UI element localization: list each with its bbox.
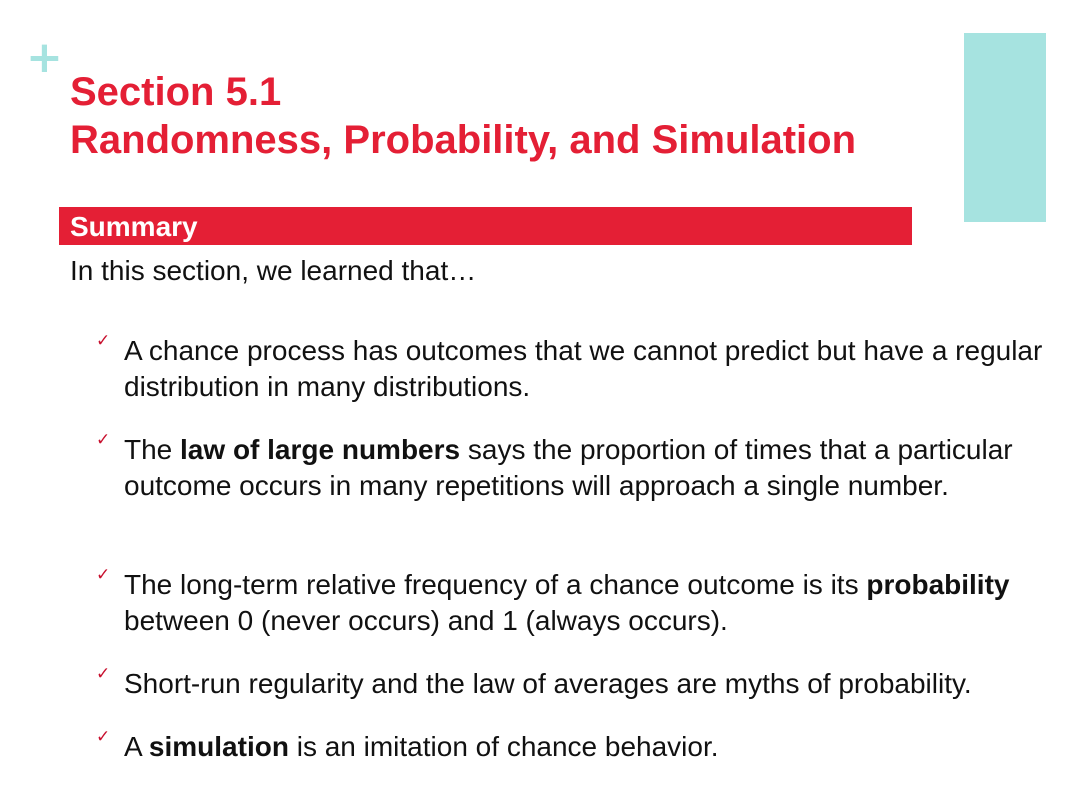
bullet-text-part: A chance process has outcomes that we cannot predict but have a regular distribution in many distributions. <box>124 335 1043 402</box>
bullet-text <box>124 666 1046 702</box>
bullet-text-part: is an imitation of chance behavior. <box>288 731 719 762</box>
bullet-item <box>96 666 1046 702</box>
bullet-text <box>124 333 1046 405</box>
bullet-item <box>96 432 1046 504</box>
bullet-text-part: The <box>124 434 181 465</box>
checkmark-icon: ✓ <box>96 331 111 351</box>
intro-text: In this section, we learned that… <box>70 255 477 286</box>
bullet-term: law of large numbers <box>180 434 461 465</box>
bullet-text <box>124 729 1046 765</box>
bullet-term: probability <box>866 569 1010 600</box>
bullet-term: simulation <box>148 731 289 762</box>
bullet-text-part: The long-term relative frequency of a chance outcome is its <box>124 569 867 600</box>
section-number: Section 5.1 <box>70 70 282 114</box>
summary-banner <box>59 207 912 245</box>
bullet-item <box>96 333 1046 405</box>
bullet-item <box>96 729 1046 765</box>
page-title <box>70 68 856 164</box>
plus-icon: + <box>26 32 63 83</box>
section-title: Randomness, Probability, and Simulation <box>70 118 857 162</box>
checkmark-icon: ✓ <box>96 727 111 747</box>
bullet-text <box>124 432 1046 504</box>
accent-block <box>964 33 1046 222</box>
checkmark-icon: ✓ <box>96 664 111 684</box>
checkmark-icon: ✓ <box>96 565 111 585</box>
bullet-text-part: says the proportion of times that a particular outcome occurs in many repetitions will approach a single number. <box>124 434 1013 501</box>
bullet-text-part: between 0 (never occurs) and 1 (always occurs). <box>124 605 728 636</box>
bullet-text <box>124 567 1046 639</box>
bullet-item <box>96 567 1046 639</box>
bullet-text-part: A <box>124 731 149 762</box>
summary-label: Summary <box>70 211 198 242</box>
checkmark-icon: ✓ <box>96 430 111 450</box>
bullet-text-part: Short-run regularity and the law of averages are myths of probability. <box>124 668 972 699</box>
